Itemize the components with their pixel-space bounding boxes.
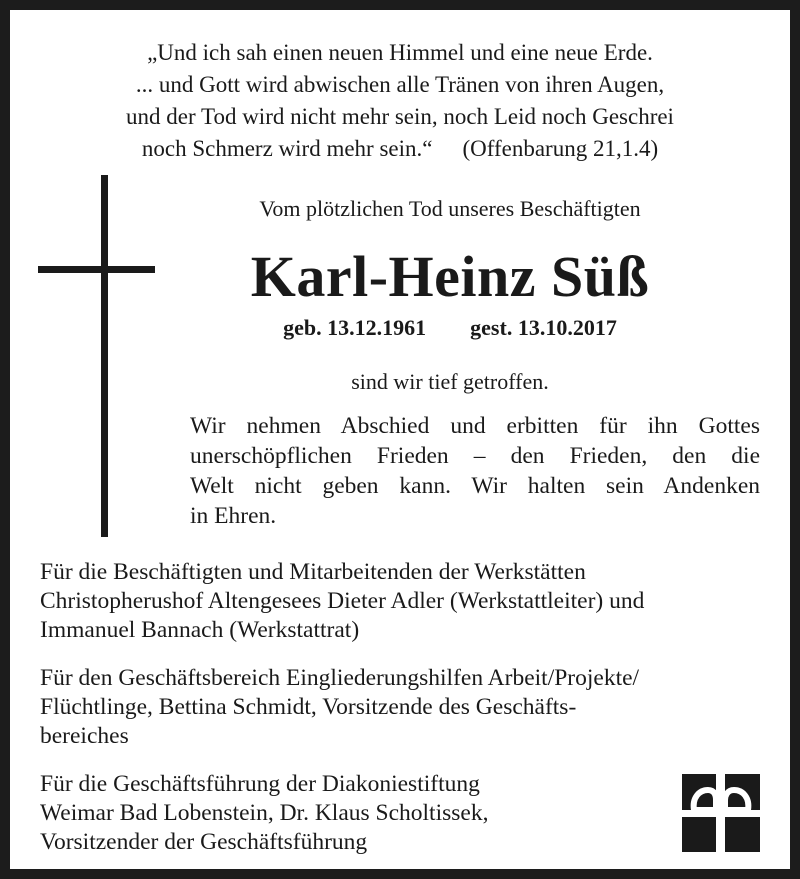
diakonie-logo-icon bbox=[682, 774, 760, 852]
death-date: gest. 13.10.2017 bbox=[470, 315, 617, 340]
farewell-line: Wir nehmen Abschied und erbitten für ihn Gottes bbox=[190, 413, 760, 439]
signer-line: Flüchtlinge, Bettina Schmidt, Vorsitzende des Geschäfts- bbox=[40, 694, 577, 720]
signer-line: Für die Geschäftsführung der Diakoniestiftung bbox=[40, 771, 480, 797]
quote-line: ... und Gott wird abwischen alle Tränen von ihren Augen, bbox=[135, 72, 665, 97]
signer-line: Christopherushof Altengesees Dieter Adler (Werkstattleiter) und bbox=[40, 588, 645, 614]
cross-horizontal-bar bbox=[38, 266, 155, 273]
cross-vertical-bar bbox=[101, 175, 108, 537]
farewell-paragraph bbox=[190, 411, 760, 531]
signer-line: bereiches bbox=[40, 723, 129, 749]
quote-line: und der Tod wird nicht mehr sein, noch Leid noch Geschrei bbox=[126, 104, 674, 129]
quote-reference: (Offenbarung 21,1.4) bbox=[462, 136, 659, 161]
birth-date: geb. 13.12.1961 bbox=[283, 315, 427, 340]
quote-line-last bbox=[40, 133, 760, 165]
signer-line: Für den Geschäftsbereich Eingliederungshilfen Arbeit/Projekte/ bbox=[40, 665, 640, 691]
farewell-line: unerschöpflichen Frieden – den Frieden, den die bbox=[190, 443, 760, 469]
deceased-name: Karl-Heinz Süß bbox=[250, 244, 650, 309]
bible-quote bbox=[40, 37, 760, 165]
signer-block-workshops bbox=[40, 558, 770, 645]
quote-line: „Und ich sah einen neuen Himmel und eine neue Erde. bbox=[147, 40, 653, 65]
condolence-text: sind wir tief getroffen. bbox=[351, 369, 549, 394]
farewell-line: Welt nicht geben kann. Wir halten sein Andenken bbox=[190, 473, 760, 499]
life-dates bbox=[190, 313, 710, 343]
signer-line: Weimar Bad Lobenstein, Dr. Klaus Scholtissek, bbox=[40, 800, 489, 826]
farewell-line: in Ehren. bbox=[190, 503, 277, 529]
quote-text: noch Schmerz wird mehr sein.“ bbox=[141, 136, 433, 161]
signer-line: Vorsitzender der Geschäftsführung bbox=[40, 829, 368, 855]
signer-line: Für die Beschäftigten und Mitarbeitenden der Werkstätten bbox=[40, 559, 586, 585]
signer-block-management bbox=[40, 770, 770, 857]
intro-text: Vom plötzlichen Tod unseres Beschäftigten bbox=[259, 196, 641, 221]
signer-block-division bbox=[40, 664, 770, 751]
signer-line: Immanuel Bannach (Werkstattrat) bbox=[40, 617, 360, 643]
